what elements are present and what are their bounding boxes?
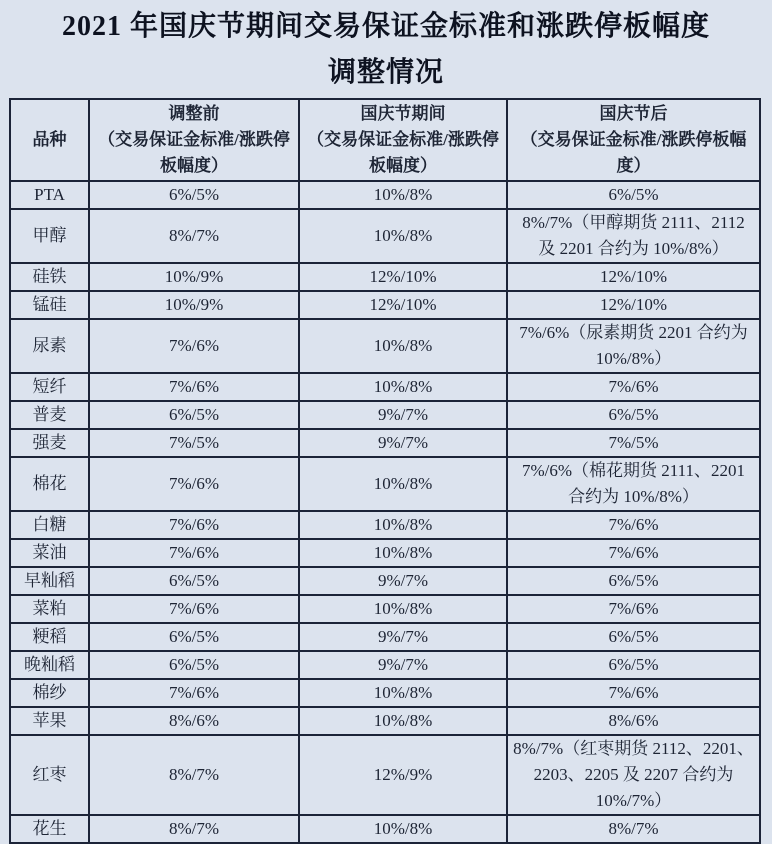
- variety-cell: 晚籼稻: [10, 651, 89, 679]
- during-cell: 9%/7%: [299, 401, 507, 429]
- header-row: [10, 99, 760, 181]
- table-row: [10, 401, 760, 429]
- col-header-after: [507, 99, 760, 181]
- before-cell: 6%/5%: [89, 181, 299, 209]
- col-header-before-label: 调整前: [168, 104, 220, 123]
- during-cell: 12%/10%: [299, 263, 507, 291]
- margin-adjustment-table: [9, 98, 761, 844]
- before-cell: 6%/5%: [89, 651, 299, 679]
- variety-cell: 棉纱: [10, 679, 89, 707]
- table-row: [10, 209, 760, 263]
- col-header-before-sub: （交易保证金标准/涨跌停板幅度）: [98, 130, 290, 175]
- after-cell: 6%/5%: [507, 181, 760, 209]
- before-cell: 7%/6%: [89, 457, 299, 511]
- table-row: [10, 373, 760, 401]
- after-cell: 6%/5%: [507, 567, 760, 595]
- during-cell: 10%/8%: [299, 511, 507, 539]
- after-cell: 7%/6%（尿素期货 2201 合约为 10%/8%）: [507, 319, 760, 373]
- during-cell: 10%/8%: [299, 181, 507, 209]
- after-cell: 12%/10%: [507, 263, 760, 291]
- col-header-before: [89, 99, 299, 181]
- before-cell: 10%/9%: [89, 263, 299, 291]
- variety-cell: 普麦: [10, 401, 89, 429]
- after-cell: 6%/5%: [507, 401, 760, 429]
- during-cell: 12%/9%: [299, 735, 507, 815]
- after-cell: 8%/6%: [507, 707, 760, 735]
- before-cell: 8%/6%: [89, 707, 299, 735]
- after-cell: 7%/6%: [507, 595, 760, 623]
- variety-cell: PTA: [10, 181, 89, 209]
- during-cell: 9%/7%: [299, 651, 507, 679]
- variety-cell: 粳稻: [10, 623, 89, 651]
- before-cell: 6%/5%: [89, 401, 299, 429]
- after-cell: 7%/6%（棉花期货 2111、2201 合约为 10%/8%）: [507, 457, 760, 511]
- during-cell: 10%/8%: [299, 707, 507, 735]
- after-cell: 8%/7%: [507, 815, 760, 843]
- page-title: [0, 0, 772, 96]
- during-cell: 10%/8%: [299, 595, 507, 623]
- table-row: [10, 707, 760, 735]
- before-cell: 6%/5%: [89, 567, 299, 595]
- page-title-line1: 2021 年国庆节期间交易保证金标准和涨跌停板幅度: [61, 11, 710, 42]
- after-cell: 8%/7%（甲醇期货 2111、2112 及 2201 合约为 10%/8%）: [507, 209, 760, 263]
- variety-cell: 锰硅: [10, 291, 89, 319]
- variety-cell: 短纤: [10, 373, 89, 401]
- variety-cell: 红枣: [10, 735, 89, 815]
- after-cell: 6%/5%: [507, 623, 760, 651]
- during-cell: 9%/7%: [299, 429, 507, 457]
- variety-cell: 苹果: [10, 707, 89, 735]
- during-cell: 10%/8%: [299, 539, 507, 567]
- before-cell: 7%/6%: [89, 595, 299, 623]
- variety-cell: 强麦: [10, 429, 89, 457]
- variety-cell: 尿素: [10, 319, 89, 373]
- during-cell: 9%/7%: [299, 623, 507, 651]
- after-cell: 12%/10%: [507, 291, 760, 319]
- after-cell: 7%/6%: [507, 373, 760, 401]
- table-row: [10, 623, 760, 651]
- before-cell: 7%/6%: [89, 319, 299, 373]
- col-header-variety: 品种: [10, 99, 89, 181]
- before-cell: 8%/7%: [89, 815, 299, 843]
- variety-cell: 硅铁: [10, 263, 89, 291]
- col-header-during-sub: （交易保证金标准/涨跌停板幅度）: [307, 130, 499, 175]
- during-cell: 10%/8%: [299, 679, 507, 707]
- table-row: [10, 429, 760, 457]
- before-cell: 8%/7%: [89, 209, 299, 263]
- table-row: [10, 679, 760, 707]
- col-header-after-label: 国庆节后: [599, 104, 668, 123]
- table-row: [10, 181, 760, 209]
- table-row: [10, 735, 760, 815]
- before-cell: 7%/6%: [89, 679, 299, 707]
- table-row: [10, 567, 760, 595]
- after-cell: 7%/5%: [507, 429, 760, 457]
- variety-cell: 白糖: [10, 511, 89, 539]
- table-row: [10, 815, 760, 843]
- table-row: [10, 291, 760, 319]
- during-cell: 10%/8%: [299, 815, 507, 843]
- after-cell: 7%/6%: [507, 511, 760, 539]
- variety-cell: 棉花: [10, 457, 89, 511]
- after-cell: 7%/6%: [507, 679, 760, 707]
- col-header-during-label: 国庆节期间: [360, 104, 446, 123]
- variety-cell: 菜粕: [10, 595, 89, 623]
- before-cell: 7%/5%: [89, 429, 299, 457]
- after-cell: 7%/6%: [507, 539, 760, 567]
- table-row: [10, 595, 760, 623]
- before-cell: 7%/6%: [89, 511, 299, 539]
- before-cell: 10%/9%: [89, 291, 299, 319]
- col-header-during: [299, 99, 507, 181]
- before-cell: 7%/6%: [89, 539, 299, 567]
- table-row: [10, 511, 760, 539]
- variety-cell: 甲醇: [10, 209, 89, 263]
- variety-cell: 菜油: [10, 539, 89, 567]
- table-row: [10, 457, 760, 511]
- after-cell: 8%/7%（红枣期货 2112、2201、2203、2205 及 2207 合约为 10%/7%）: [507, 735, 760, 815]
- during-cell: 10%/8%: [299, 319, 507, 373]
- during-cell: 10%/8%: [299, 373, 507, 401]
- during-cell: 10%/8%: [299, 457, 507, 511]
- variety-cell: 花生: [10, 815, 89, 843]
- table-row: [10, 319, 760, 373]
- before-cell: 8%/7%: [89, 735, 299, 815]
- table-row: [10, 539, 760, 567]
- during-cell: 10%/8%: [299, 209, 507, 263]
- before-cell: 7%/6%: [89, 373, 299, 401]
- during-cell: 9%/7%: [299, 567, 507, 595]
- table-row: [10, 651, 760, 679]
- before-cell: 6%/5%: [89, 623, 299, 651]
- after-cell: 6%/5%: [507, 651, 760, 679]
- col-header-after-sub: （交易保证金标准/涨跌停板幅度）: [520, 130, 747, 175]
- variety-cell: 早籼稻: [10, 567, 89, 595]
- table-row: [10, 263, 760, 291]
- page-title-line2: 调整情况: [327, 57, 444, 88]
- during-cell: 12%/10%: [299, 291, 507, 319]
